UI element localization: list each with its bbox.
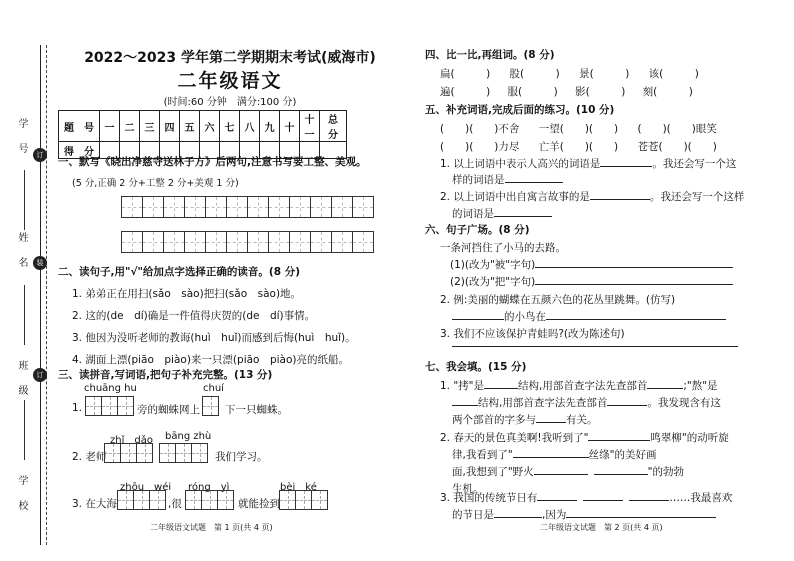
q7-text: 结构,用部首查字法先查部首 xyxy=(518,380,648,392)
q3-s2-end: 我们学习。 xyxy=(215,451,268,463)
q5-question-1-cont[interactable] xyxy=(452,172,563,187)
blank[interactable] xyxy=(607,405,647,406)
score-col: 一 xyxy=(100,111,120,142)
pinyin-label: róng yì xyxy=(188,482,230,493)
q7-text: 两个部首的字多与 xyxy=(452,414,536,426)
score-col: 九 xyxy=(260,111,280,142)
name-write-line xyxy=(24,170,26,230)
q7-line[interactable] xyxy=(452,447,657,462)
score-table xyxy=(58,110,347,159)
q5-item: ( )( )眼笑 xyxy=(637,123,717,135)
q4-row-2[interactable] xyxy=(440,84,693,99)
answer-line[interactable] xyxy=(535,267,733,268)
q5-item: ( )( )力尽 xyxy=(440,141,520,153)
q7-line[interactable] xyxy=(440,430,729,445)
q5-question-2[interactable] xyxy=(440,189,744,204)
q6-q2-text: 的小鸟在 xyxy=(504,311,546,323)
q5-q1-text: 1. 以上词语中表示人高兴的词语是 xyxy=(440,158,601,170)
writing-grid-row-2[interactable] xyxy=(122,231,374,253)
q7-text: 生机。 xyxy=(452,483,484,495)
q5-q2-text: 。我还会写一个这样 xyxy=(649,191,745,203)
q5-row-2[interactable] xyxy=(440,139,717,154)
q2-item[interactable]: 1. 弟弟正在用扫(sǎo sào)把扫(sǎo sào)地。 xyxy=(72,288,302,300)
name-label: 姓 名 xyxy=(16,232,27,274)
blank[interactable] xyxy=(629,500,669,501)
q3-heading: 三、读拼音,写词语,把句子补充完整。(13 分) xyxy=(58,369,273,381)
q4-item: 股( ) xyxy=(509,68,560,80)
score-col: 五 xyxy=(180,111,200,142)
blank[interactable] xyxy=(494,216,552,217)
subject-title: 二年级语文 xyxy=(177,70,283,92)
q5-item: 亡羊( )( ) xyxy=(538,141,619,153)
score-table-header-row xyxy=(59,111,347,142)
score-row-label: 得 分 xyxy=(59,142,100,159)
hanzi-box-chui[interactable] xyxy=(203,396,219,416)
binding-hole-marker: 装 xyxy=(33,256,47,270)
time-info: (时间:60 分钟 满分:100 分) xyxy=(163,97,297,108)
q2-heading: 二、读句子,用"√"给加点字选择正确的读音。(8 分) xyxy=(58,266,300,278)
q7-text: 有关。 xyxy=(566,414,598,426)
q4-item: 影( ) xyxy=(575,86,626,98)
blank[interactable] xyxy=(600,166,652,167)
q7-heading: 七、我会填。(15 分) xyxy=(425,361,527,373)
q6-intro: 一条河挡住了小马的去路。 xyxy=(440,242,566,254)
score-col: 八 xyxy=(240,111,260,142)
q7-text: 鸣翠柳"的动听旋 xyxy=(650,432,729,444)
q2-item[interactable]: 3. 他因为没听老师的教诲(huì huǐ)而感到后悔(huì huǐ)。 xyxy=(72,332,356,344)
binding-margin xyxy=(0,0,56,561)
score-col: 二 xyxy=(120,111,140,142)
q5-heading: 五、补充词语,完成后面的练习。(10 分) xyxy=(425,104,615,116)
q6-a-label: (1)(改为"被"字句) xyxy=(450,259,536,271)
blank[interactable] xyxy=(590,199,650,200)
q5-q2-text: 的词语是 xyxy=(452,208,494,220)
score-col-label: 题 号 xyxy=(59,111,100,142)
q7-text: 律,我看到了" xyxy=(452,449,513,461)
q3-s3-end: 就能捡到 xyxy=(238,498,280,510)
hanzi-box-chuanghu[interactable] xyxy=(86,396,134,416)
answer-line[interactable] xyxy=(452,346,738,347)
blank[interactable] xyxy=(583,500,623,501)
q3-s2-start: 2. 老师 xyxy=(72,451,107,463)
q4-row-1[interactable] xyxy=(440,66,699,81)
q4-item: 服( ) xyxy=(507,86,558,98)
q5-item: 苍苍( )( ) xyxy=(637,141,717,153)
pinyin-label: zhǐ dǎo xyxy=(110,435,153,446)
q6-q3: 3. 我们不应该保护青蛙吗?(改为陈述句) xyxy=(440,328,625,340)
binding-hole-marker: 订 xyxy=(33,368,47,382)
hanzi-box-bangzhu[interactable] xyxy=(160,443,208,463)
score-col: 四 xyxy=(160,111,180,142)
q3-s1-text: 旁的蜘蛛网上 xyxy=(137,404,200,416)
exam-title: 2022～2023 学年第二学期期末考试(威海市) xyxy=(84,50,376,66)
hanzi-box-rongyi[interactable] xyxy=(186,490,234,510)
q7-line[interactable] xyxy=(452,464,684,479)
q4-item: 景( ) xyxy=(579,68,630,80)
q6-heading: 六、句子广场。(8 分) xyxy=(425,224,530,236)
q3-s3-mid: ,很 xyxy=(168,498,182,510)
q7-text: 2. 春天的景色真美啊!我听到了" xyxy=(440,432,589,444)
student-id-label: 学 号 xyxy=(16,118,27,160)
blank[interactable] xyxy=(452,405,478,406)
q5-q1-text: 。我还会写一个这 xyxy=(652,158,737,170)
q6-b[interactable] xyxy=(450,274,733,289)
margin-rule xyxy=(40,45,41,545)
blank[interactable] xyxy=(513,457,589,458)
q7-text: ……我最喜欢 xyxy=(669,492,733,504)
blank[interactable] xyxy=(546,319,726,320)
q7-text: 丝绦"的美好画 xyxy=(588,449,657,461)
q3-s3-start: 3. 在大海 xyxy=(72,498,117,510)
q6-b-label: (2)(改为"把"字句) xyxy=(450,276,536,288)
q1-heading: 一、默写《晓出净慈寺送林子方》后两句,注意书写要工整、美观。 xyxy=(58,156,367,168)
score-col: 七 xyxy=(220,111,240,142)
q7-text: 面,我想到了"野火 xyxy=(452,466,534,478)
q5-q1-text: 样的词语是 xyxy=(452,174,505,186)
q7-text: 的节日是 xyxy=(452,509,494,521)
blank[interactable] xyxy=(594,474,648,475)
school-label: 学 校 xyxy=(16,475,27,517)
writing-grid-row-1[interactable] xyxy=(122,196,374,218)
q7-text: ;"熬"是 xyxy=(683,380,718,392)
pinyin-label: zhōu wéi xyxy=(120,482,172,493)
score-col: 十一 xyxy=(300,111,320,142)
q1-note: (5 分,正确 2 分+工整 2 分+美观 1 分) xyxy=(72,178,239,189)
q4-heading: 四、比一比,再组词。(8 分) xyxy=(425,49,555,61)
q6-a[interactable] xyxy=(450,257,733,272)
pinyin-label: chuí xyxy=(203,383,224,394)
blank[interactable] xyxy=(534,474,588,475)
blank[interactable] xyxy=(537,500,577,501)
blank[interactable] xyxy=(494,517,542,518)
q7-line[interactable] xyxy=(452,412,598,427)
q7-text: 结构,用部首查字法先查部首 xyxy=(478,397,608,409)
q2-item[interactable]: 4. 湖面上漂(piāo piào)来一只漂(piāo piào)亮的纸船。 xyxy=(72,354,350,366)
q7-text: 3. 我国的传统节日有 xyxy=(440,492,538,504)
q7-line[interactable] xyxy=(440,490,732,505)
hanzi-box-zhouwei[interactable] xyxy=(118,490,166,510)
q7-line[interactable] xyxy=(452,507,716,522)
q7-line[interactable] xyxy=(452,395,721,410)
hanzi-box-beike[interactable] xyxy=(280,490,328,510)
blank[interactable] xyxy=(647,388,683,389)
blank[interactable] xyxy=(452,319,504,320)
q6-q2-answer[interactable] xyxy=(452,309,726,324)
score-col: 三 xyxy=(140,111,160,142)
blank[interactable] xyxy=(484,388,518,389)
binding-hole-marker: 订 xyxy=(33,148,47,162)
q4-item: 刻( ) xyxy=(642,86,693,98)
q4-item: 该( ) xyxy=(648,68,699,80)
page-footer-right: 二年级语文试题 第 2 页(共 4 页) xyxy=(540,523,663,532)
q5-q2-text: 2. 以上词语中出自寓言故事的是 xyxy=(440,191,590,203)
q3-s1-end: 下一只蜘蛛。 xyxy=(225,404,288,416)
pinyin-label: bèi ké xyxy=(280,482,317,493)
blank[interactable] xyxy=(536,422,566,423)
class-write-line xyxy=(24,285,26,345)
q5-question-2-cont[interactable] xyxy=(452,206,552,221)
blank[interactable] xyxy=(505,182,563,183)
cut-line xyxy=(46,45,47,545)
score-col-total: 总 分 xyxy=(320,111,347,142)
q2-item[interactable]: 2. 这的(de dí)确是一件值得庆贺的(de dí)事情。 xyxy=(72,310,316,322)
q7-text: "的勃勃 xyxy=(647,466,685,478)
q4-item: 扁( ) xyxy=(440,68,491,80)
q4-item: 遍( ) xyxy=(440,86,491,98)
score-col: 十 xyxy=(280,111,300,142)
answer-line[interactable] xyxy=(535,284,733,285)
q6-q2: 2. 例:美丽的蝴蝶在五颜六色的花丛里跳舞。(仿写) xyxy=(440,294,676,306)
blank[interactable] xyxy=(566,517,716,518)
blank[interactable] xyxy=(588,440,650,441)
q7-text: 。我发现含有这 xyxy=(647,397,721,409)
q5-row-1[interactable] xyxy=(440,121,717,136)
q7-text: ,因为 xyxy=(542,509,567,521)
q7-text: 1. "拷"是 xyxy=(440,380,485,392)
q5-question-1[interactable] xyxy=(440,156,736,171)
score-col: 六 xyxy=(200,111,220,142)
school-write-line xyxy=(24,400,26,460)
class-label: 班 级 xyxy=(16,360,27,402)
hanzi-box-zhidao[interactable] xyxy=(105,443,153,463)
page-footer-left: 二年级语文试题 第 1 页(共 4 页) xyxy=(150,523,273,532)
q5-item: 一望( )( ) xyxy=(538,123,619,135)
q5-item: ( )( )不舍 xyxy=(440,123,520,135)
q7-line[interactable] xyxy=(440,378,718,393)
pinyin-label: bāng zhù xyxy=(165,431,212,442)
pinyin-label: chuāng hu xyxy=(84,383,137,394)
q3-s1-num: 1. xyxy=(72,402,83,414)
